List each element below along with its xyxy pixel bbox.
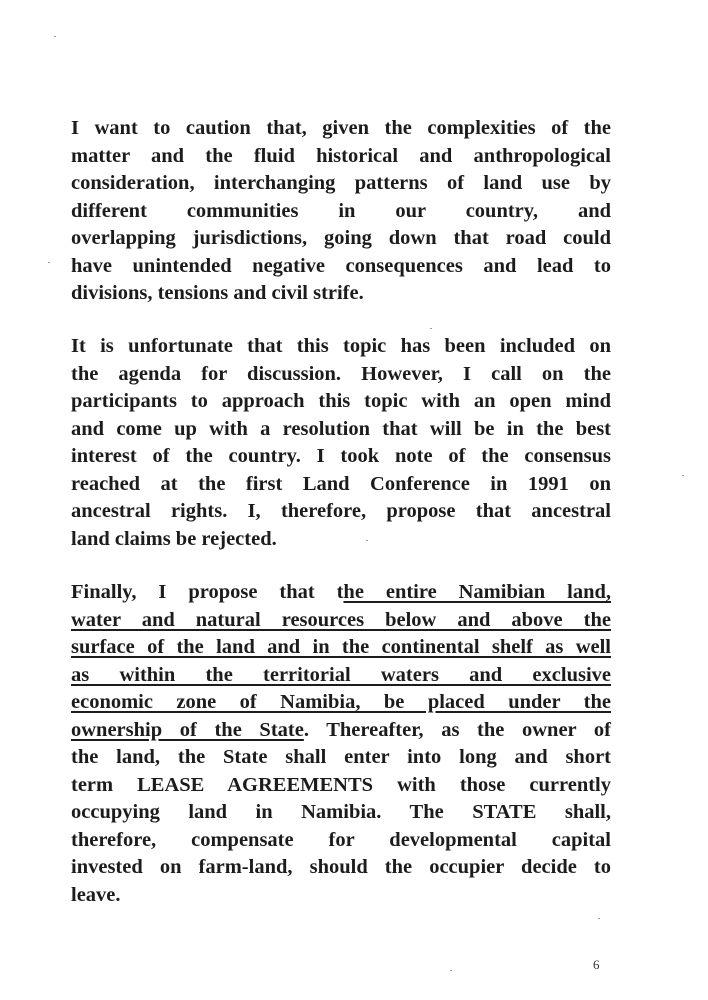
text-run: . Thereafter, as the owner of xyxy=(303,718,611,741)
underlined-text: he entire Namibian land, xyxy=(343,581,611,603)
text-line: and come up with a resolution that will be in the best xyxy=(71,417,611,440)
underlined-text-line: water and natural resources below and above the xyxy=(71,608,611,631)
text-line: overlapping jurisdictions, going down that road could xyxy=(71,227,611,249)
text-line: I want to caution that, given the complexities of the xyxy=(71,117,611,139)
paragraph-ancestral-rights xyxy=(71,333,611,553)
scan-speck xyxy=(598,918,600,919)
text-line: reached at the first Land Conference in 1991 on xyxy=(71,472,611,495)
text-line xyxy=(71,579,611,607)
text-line xyxy=(71,717,611,745)
text-line: have unintended negative consequences and lead to xyxy=(71,254,611,277)
text-line: It is unfortunate that this topic has been included on xyxy=(71,335,611,357)
scan-speck xyxy=(48,262,50,263)
scan-speck xyxy=(54,36,56,37)
page-number: 6 xyxy=(593,957,600,972)
text-line: matter and the fluid historical and anthropological xyxy=(71,144,611,167)
text-line: term LEASE AGREEMENTS with those currently xyxy=(71,773,611,796)
underlined-text-line: as within the territorial waters and exclusive xyxy=(71,663,611,686)
scan-speck xyxy=(682,475,684,476)
text-run: Finally, I propose that t xyxy=(71,581,344,603)
paragraph-state-ownership xyxy=(71,579,611,909)
scan-speck xyxy=(430,328,432,329)
text-line: divisions, tensions and civil strife. xyxy=(71,282,364,304)
scan-speck xyxy=(450,970,452,971)
text-line: participants to approach this topic with an open mind xyxy=(71,390,611,412)
text-line: interest of the country. I took note of the consensus xyxy=(71,445,611,467)
text-line: the agenda for discussion. However, I call on the xyxy=(71,362,611,385)
text-line: land claims be rejected. xyxy=(71,527,277,550)
text-line: different communities in our country, and xyxy=(71,199,611,222)
paragraph-caution xyxy=(71,115,611,308)
text-line: therefore, compensate for developmental capital xyxy=(71,828,611,851)
text-line: ancestral rights. I, therefore, propose that ancestral xyxy=(71,500,611,522)
underlined-text-line: economic zone of Namibia, be placed under the xyxy=(71,691,611,713)
underlined-text: ownership of the State xyxy=(71,718,304,741)
text-line: invested on farm-land, should the occupier decide to xyxy=(71,856,611,878)
underlined-text-line: surface of the land and in the continental shelf as well xyxy=(71,636,611,658)
text-line: the land, the State shall enter into long and short xyxy=(71,746,611,768)
text-line: leave. xyxy=(71,883,121,906)
text-line: consideration, interchanging patterns of land use by xyxy=(71,172,611,194)
text-line: occupying land in Namibia. The STATE shall, xyxy=(71,801,611,823)
